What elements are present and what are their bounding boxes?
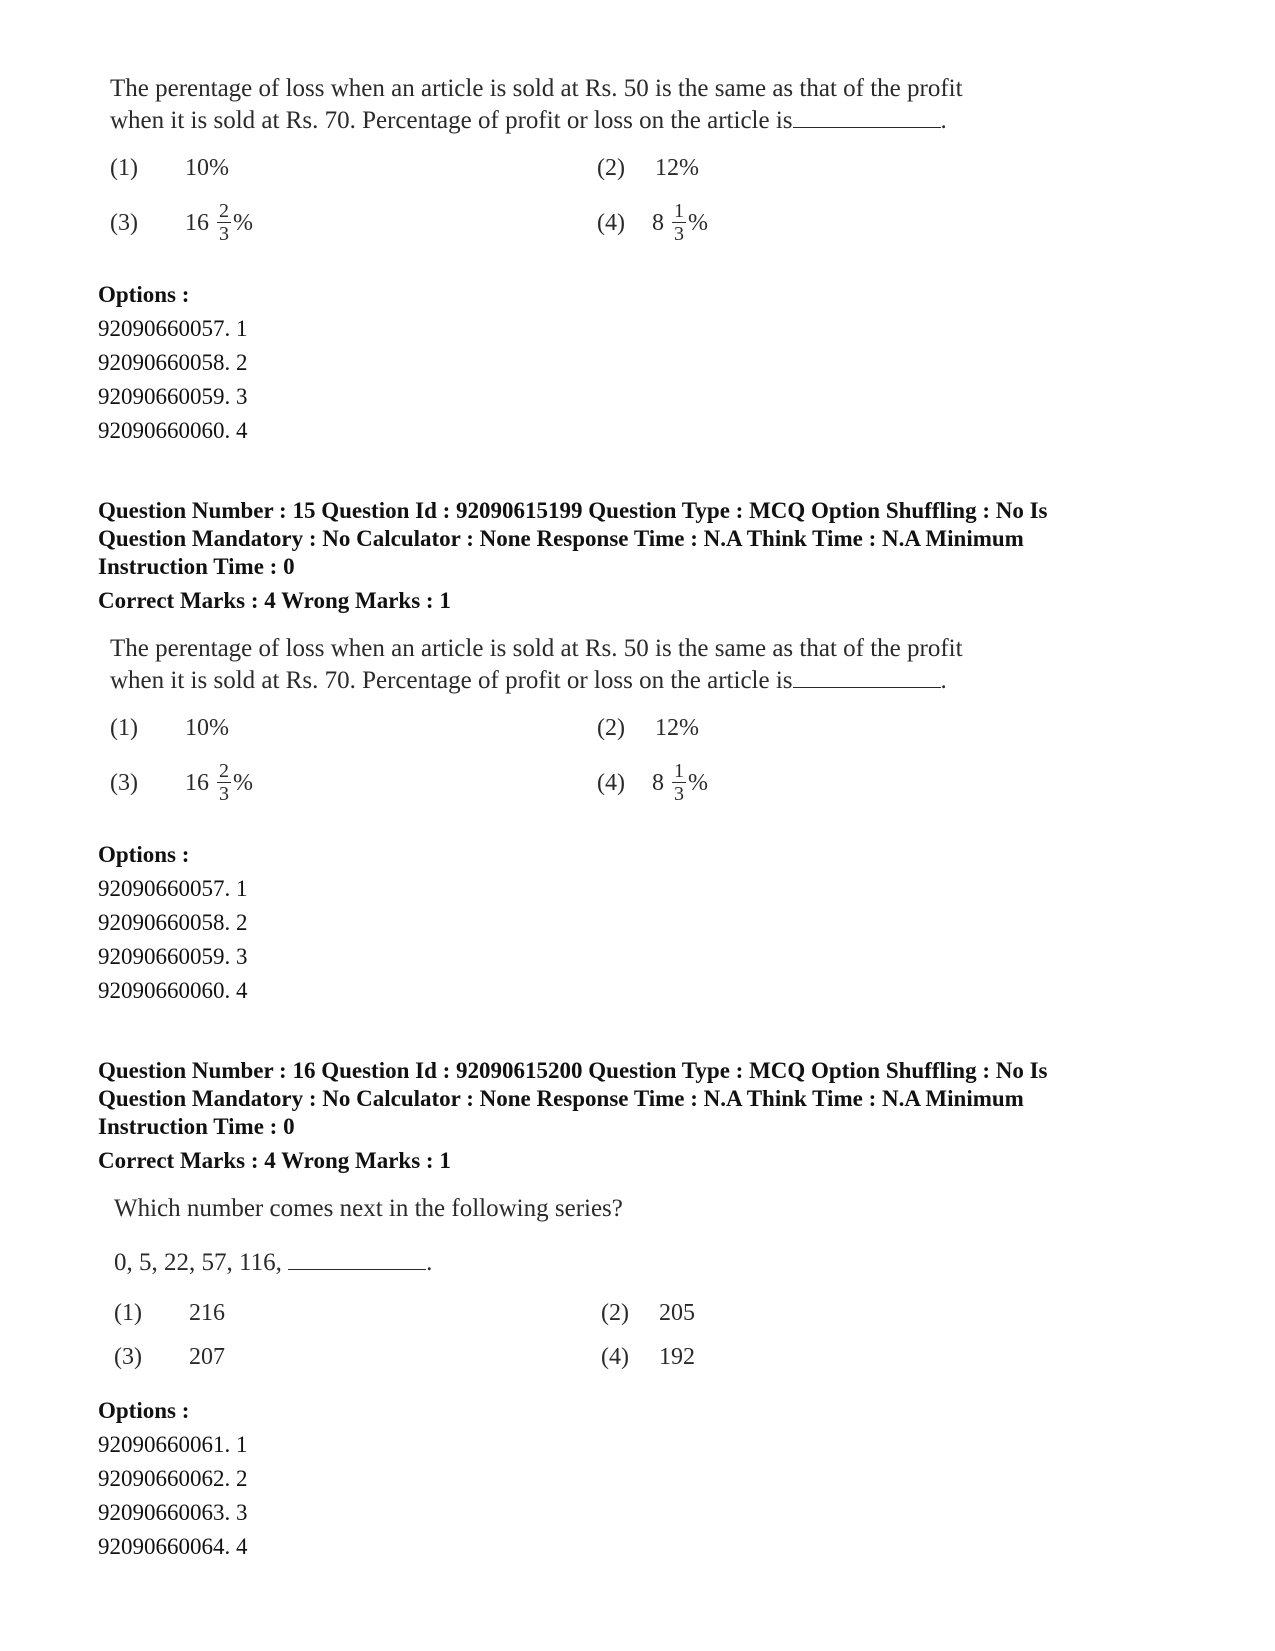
option-id-2: 92090660062. 2 [98,1466,248,1491]
option-id-3: 92090660059. 3 [98,384,248,409]
choice-3: (3) 207 [114,1344,225,1370]
options-label: Options : [98,1398,190,1423]
option-id-4: 92090660064. 4 [98,1534,248,1559]
question-stem: Which number comes next in the following series? [114,1195,623,1222]
choice-1: (1) 10% [110,155,229,181]
option-id-3: 92090660063. 3 [98,1500,248,1525]
answer-blank [288,1249,426,1270]
fraction: $\frac{2}{3}$ [219,760,229,805]
question-stem-line-1: The perentage of loss when an article is sold at Rs. 50 is the same as that of the profit [110,635,963,662]
options-label: Options : [98,842,190,867]
choice-1: (1) 216 [114,1300,225,1326]
option-id-2: 92090660058. 2 [98,350,248,375]
fraction: $\frac{1}{3}$ [674,760,684,805]
choice-3: (3) 16 $\frac{2}{3}$ % [110,760,253,805]
question-stem-line-2: when it is sold at Rs. 70. Percentage of profit or loss on the article is . [110,667,947,694]
question-meta-line-2: Question Mandatory : No Calculator : None Response Time : N.A Think Time : N.A Minimum [98,526,1024,551]
question-stem-line-2: when it is sold at Rs. 70. Percentage of profit or loss on the article is . [110,107,947,134]
question-meta-line-3: Instruction Time : 0 [98,1114,295,1139]
question-meta-line-1: Question Number : 16 Question Id : 92090615200 Question Type : MCQ Option Shuffling : No Is [98,1058,1048,1083]
fraction: $\frac{1}{3}$ [674,200,684,245]
choice-4: (4) 8 $\frac{1}{3}$ % [597,760,708,805]
question-stem-line-1: The perentage of loss when an article is sold at Rs. 50 is the same as that of the profit [110,75,963,102]
option-id-1: 92090660061. 1 [98,1432,248,1457]
answer-blank [793,107,941,128]
choice-2: (2) 12% [597,715,699,741]
option-id-4: 92090660060. 4 [98,418,248,443]
question-meta-line-3: Instruction Time : 0 [98,554,295,579]
option-id-1: 92090660057. 1 [98,876,248,901]
question-meta-line-2: Question Mandatory : No Calculator : None Response Time : N.A Think Time : N.A Minimum [98,1086,1024,1111]
question-meta-line-1: Question Number : 15 Question Id : 92090615199 Question Type : MCQ Option Shuffling : No Is [98,498,1048,523]
choice-3: (3) 16 $\frac{2}{3}$ % [110,200,253,245]
answer-blank [793,667,941,688]
option-id-1: 92090660057. 1 [98,316,248,341]
fraction: $\frac{2}{3}$ [219,200,229,245]
option-id-3: 92090660059. 3 [98,944,248,969]
choice-1: (1) 10% [110,715,229,741]
choice-2: (2) 12% [597,155,699,181]
choice-2: (2) 205 [601,1300,695,1326]
option-id-4: 92090660060. 4 [98,978,248,1003]
option-id-2: 92090660058. 2 [98,910,248,935]
marks-line: Correct Marks : 4 Wrong Marks : 1 [98,588,451,613]
marks-line: Correct Marks : 4 Wrong Marks : 1 [98,1148,451,1173]
options-label: Options : [98,282,190,307]
choice-4: (4) 8 $\frac{1}{3}$ % [597,200,708,245]
series-line: 0, 5, 22, 57, 116, . [114,1249,433,1276]
choice-4: (4) 192 [601,1344,695,1370]
